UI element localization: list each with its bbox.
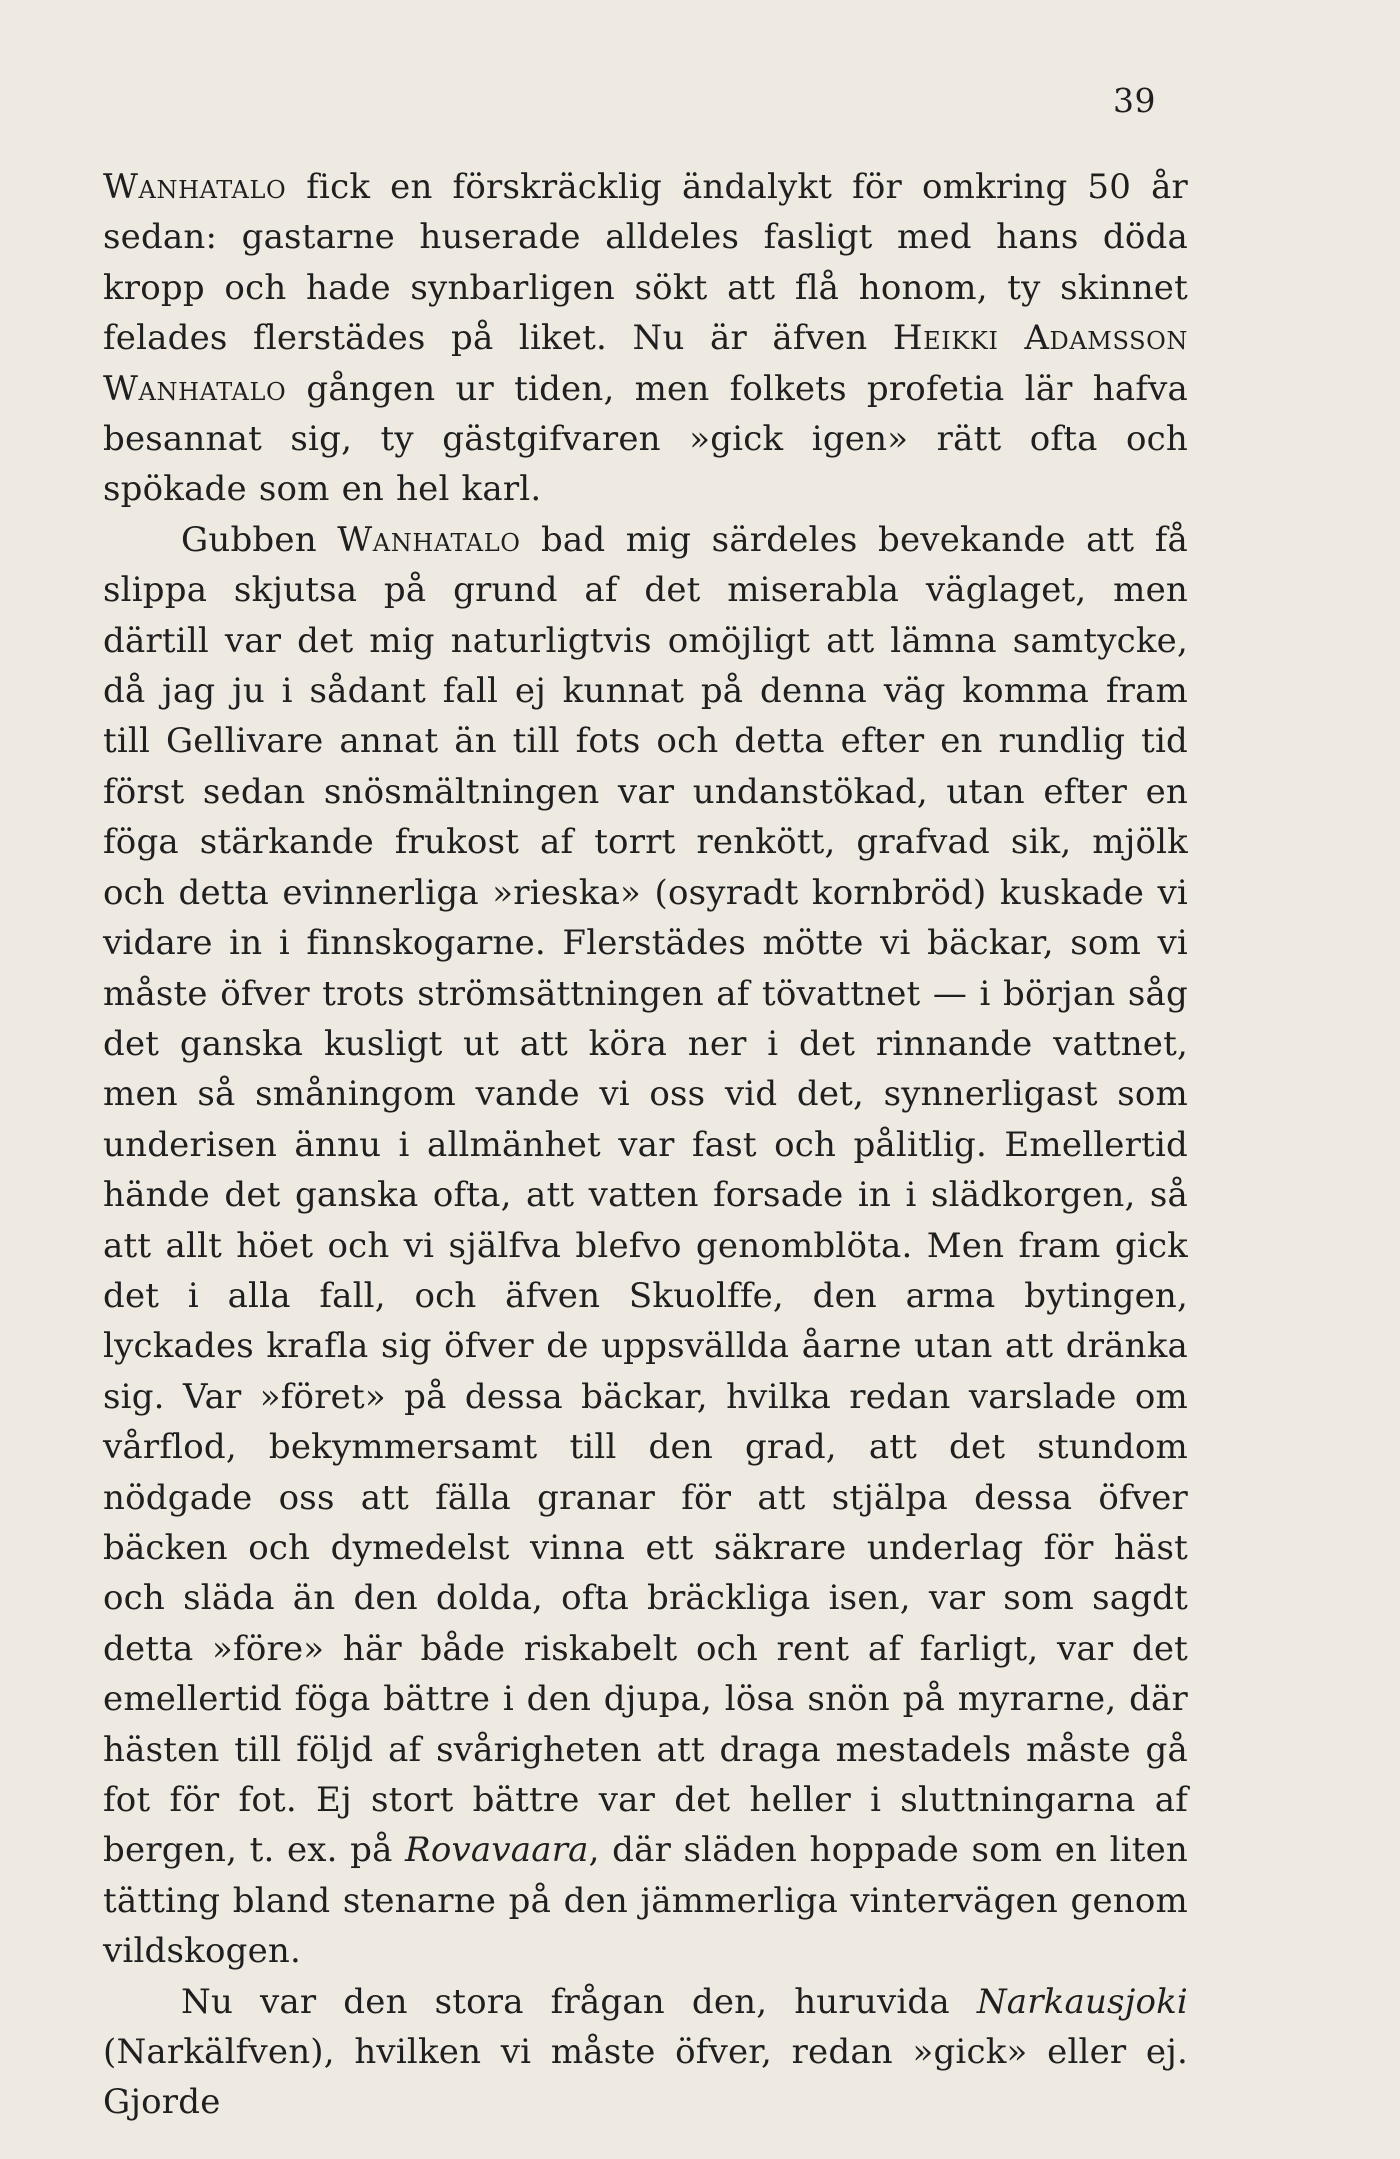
paragraph-text: Nu var den stora frågan den, huruvida <box>181 1981 977 2022</box>
paragraph-journey <box>103 515 1188 1977</box>
place-name-rovavaara: Rovavaara <box>405 1830 589 1871</box>
person-name-wanhatalo: Wanhatalo <box>103 167 287 207</box>
page-number: 39 <box>1113 81 1156 120</box>
paragraph-text: fick en förskräcklig ändalykt för omkring 50 år sedan: gastarne huserade alldeles fasligt med hans döda kropp och hade synbarligen sökt att flå honom, ty skinnet felades flerstädes på liket. Nu är äfven <box>103 167 1188 359</box>
paragraph-text: bad mig särdeles bevekande att få slippa skjutsa på grund af det miserabla väglaget, men därtill var det mig naturligtvis omöjligt att lämna samtycke, då jag ju i sådant fall ej kunnat på denna väg komma fram till Gellivare annat än till fots och detta efter en rundlig tid först sedan snösmältningen var undanstökad, utan efter en föga stärkande frukost af torrt renkött, grafvad sik, mjölk och detta evinnerliga »rieska» (osyradt kornbröd) kuskade vi vidare in i finnskogarne. Flerstädes mötte vi bäckar, som vi måste öfver trots strömsättningen af tövattnet — i början såg det ganska kusligt ut att köra ner i det rinnande vattnet, men så småningom vande vi oss vid det, synnerligast som underisen ännu i allmänhet var fast och pålitlig. Emellertid hände det ganska ofta, att vatten forsade in i slädkorgen, så att allt höet och vi själfva blefvo genomblöta. Men fram gick det i alla fall, och äfven Skuolffe, den arma bytingen, lyckades krafla sig öfver de uppsvällda åarne utan att dränka sig. Var »föret» på dessa bäckar, hvilka redan varslade om vårflod, bekymmersamt till den grad, att det stundom nödgade oss att fälla granar för att stjälpa dessa öfver bäcken och dymedelst vinna ett säkrare underlag för häst och släda än den dolda, ofta bräckliga isen, var som sagdt detta »före» här både riskabelt och rent af farligt, var det emellertid föga bättre i den djupa, lösa snön på myrarne, där hästen till följd af svårigheten att draga mestadels måste gå fot för fot. Ej stort bättre var det heller i sluttningarna af bergen, t. ex. på <box>103 519 1188 1871</box>
paragraph-text: Gubben <box>181 519 338 560</box>
person-name-wanhatalo: Wanhatalo <box>337 519 521 560</box>
paragraph-wanhatalo-fate <box>103 162 1188 515</box>
paragraph-text: (Narkälfven), hvilken vi måste öfver, redan »gick» eller ej. Gjorde <box>103 2032 1188 2123</box>
body-text <box>103 162 1188 2128</box>
paragraph-text: , där släden hoppade som en liten tätting bland stenarne på den jämmerliga vintervägen genom vildskogen. <box>103 1830 1189 1972</box>
paragraph-narkausjoki <box>103 1977 1188 2128</box>
person-name-heikki-adamsson-wanhatalo: Heikki Adamsson Wanhatalo <box>103 318 1188 409</box>
paragraph-text: gången ur tiden, men folkets profetia lär hafva besannat sig, ty gästgifvaren »gick igen» rätt ofta och spökade som en hel karl. <box>103 368 1188 510</box>
place-name-narkausjoki: Narkausjoki <box>976 1981 1188 2022</box>
